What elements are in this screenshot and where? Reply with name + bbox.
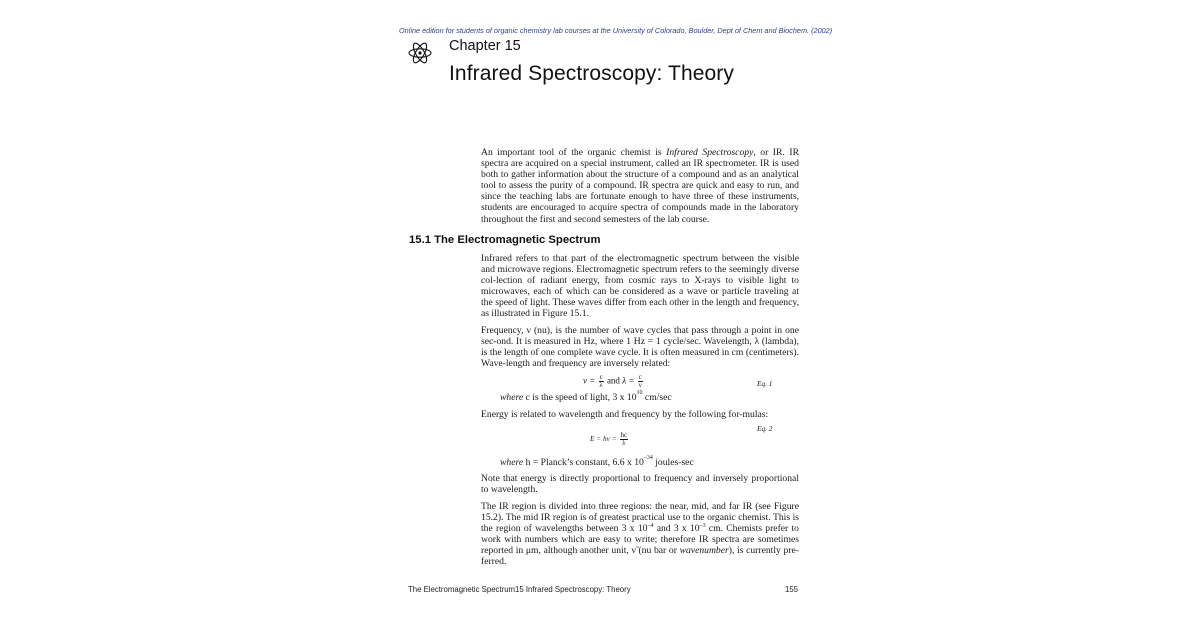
equation-1-label: Eq. 1 [757, 379, 773, 388]
equation-2: E = hν = $\frac{hc}{\lambda}$ [590, 431, 628, 447]
speed-of-light-note: where c is the speed of light, 3 x $10^{10}$ cm/sec [500, 390, 672, 403]
paragraph-ir-regions: The IR region is divided into three regions: the near, mid, and far IR (see Figure 15.2). The mid IR region is of greatest practical use to the organic chemist. This is the region of wavelengths between 3 x $10^{-4}$ and 3 x $10^{-3}$ cm. Chemists prefer to work with numbers which are easy to write; therefore IR spectra are sometimes reported in μm, although another unit, ν̃ (nu bar or wavenumber), is currently pre-ferred. [481, 501, 799, 568]
footer-running-title: The Electromagnetic Spectrum15 Infrared Spectroscopy: Theory [408, 585, 631, 594]
paragraph-energy: Energy is related to wavelength and frequency by the following for-mulas: [481, 409, 769, 420]
paragraph-frequency: Frequency, ν (nu), is the number of wave cycles that pass through a point in one sec-ond. It is measured in Hz, where 1 Hz = 1 cycle/sec. Wavelength, λ (lambda), is the length of one complete wave cycle. It is often measured in cm (centimeters). Wave-length and frequency are inversely related: [481, 325, 799, 370]
planck-constant-note: where h = Planck’s constant, 6.6 x $10^{-34}$ joules-sec [500, 455, 694, 468]
equation-2-label: Eq. 2 [757, 424, 773, 433]
paragraph-proportional: Note that energy is directly proportional to frequency and inversely proportional to wavelength. [481, 473, 799, 496]
section-heading: 15.1 The Electromagnetic Spectrum [409, 234, 601, 246]
atom-icon [407, 40, 433, 66]
edition-banner: Online edition for students of organic chemistry lab courses at the University of Colorado, Boulder, Dept of Chem and Biochem. (2002) [399, 26, 833, 35]
paragraph-infrared: Infrared refers to that part of the electromagnetic spectrum between the visible and microwave regions. Electromagnetic spectrum refers to the seemingly diverse col-lection of radiant energy, from cosmic rays to X-rays to visible light to microwaves, each of which can be considered as a wave or particle traveling at the speed of light. These waves differ from each other in the length and frequency, as illustrated in Figure 15.1. [481, 253, 799, 320]
chapter-label: Chapter 15 [449, 38, 521, 54]
page-number: 155 [785, 585, 799, 594]
equation-1: ν = $\frac{c}{\lambda}$ and λ = $\frac{c}{\nu}$ [583, 373, 642, 389]
page-title: Infrared Spectroscopy: Theory [449, 62, 734, 85]
intro-paragraph: An important tool of the organic chemist is Infrared Spectroscopy, or IR. IR spectra are acquired on a special instrument, called an IR spectrometer. IR is used both to gather information about the structure of a compound and as an analytical tool to assess the purity of a compound. IR spectra are quick and easy to run, and since the teaching labs are fortunate enough to have three of these instruments, students are encouraged to acquire spectra of compounds made in the laboratory throughout the first and second semesters of the lab course. [481, 147, 799, 225]
wavenumber-emphasis: wavenumber [679, 545, 729, 557]
intro-emphasis: Infrared Spectroscopy [666, 147, 754, 158]
